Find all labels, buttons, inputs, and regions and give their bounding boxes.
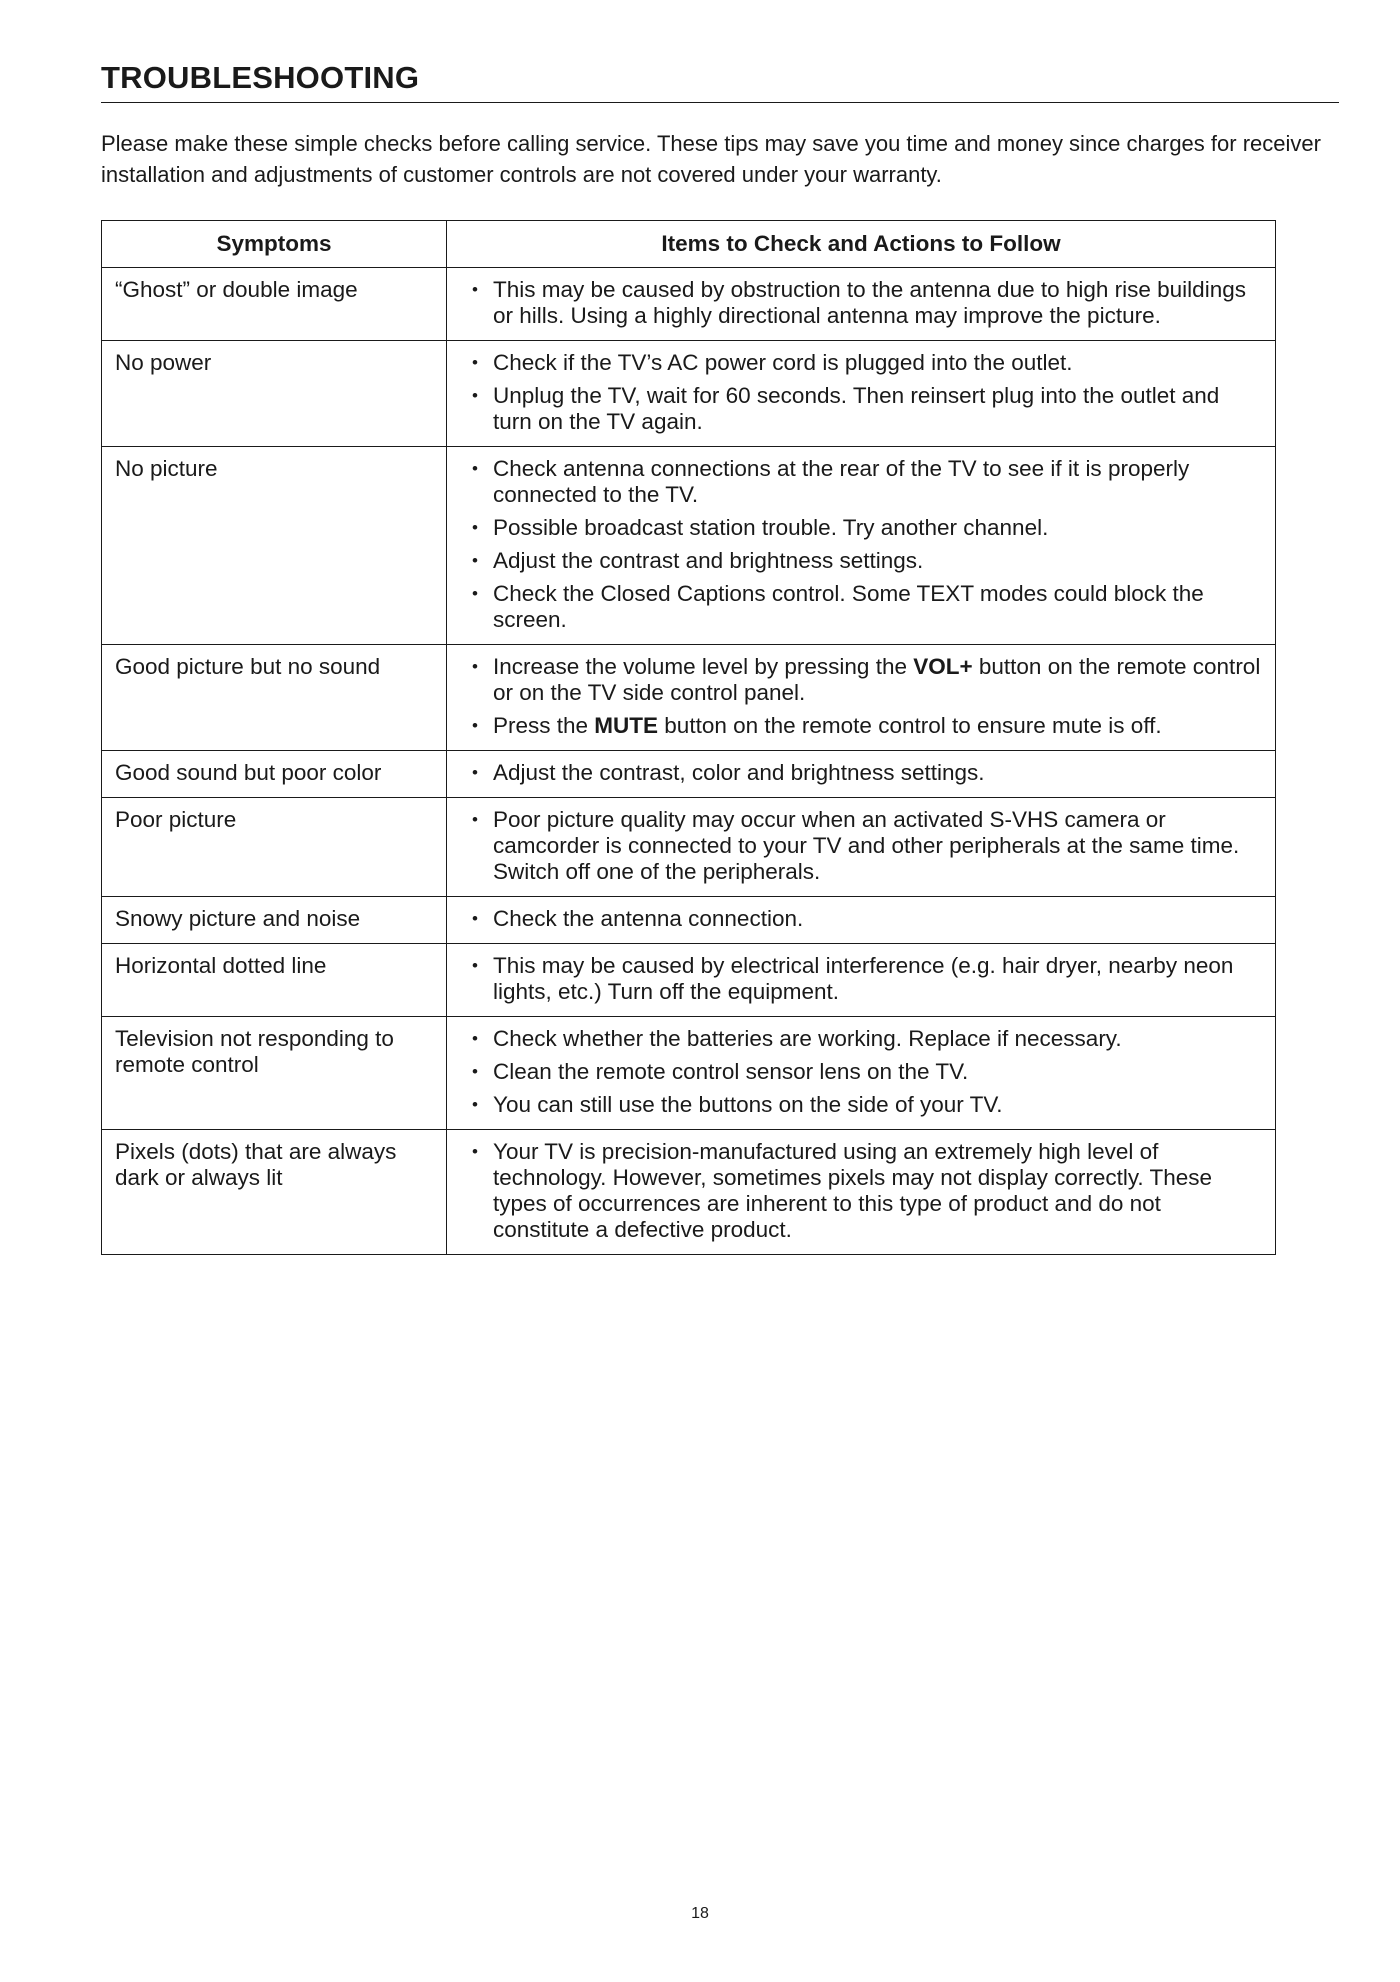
action-item: • You can still use the buttons on the side of your TV. bbox=[460, 1092, 1263, 1118]
vol-plus-keyword: VOL+ bbox=[913, 654, 973, 679]
symptom-cell: Horizontal dotted line bbox=[102, 944, 447, 1017]
page-number: 18 bbox=[691, 1905, 709, 1922]
action-item: • Adjust the contrast and brightness settings. bbox=[460, 548, 1263, 574]
action-item: • Adjust the contrast, color and brightness settings. bbox=[460, 760, 1263, 786]
action-item bbox=[460, 713, 1263, 739]
symptom-cell: Good picture but no sound bbox=[102, 645, 447, 751]
action-item: • Check the Closed Captions control. Some TEXT modes could block the screen. bbox=[460, 581, 1263, 633]
symptom-cell: No picture bbox=[102, 447, 447, 645]
symptom-cell: Pixels (dots) that are always dark or always lit bbox=[102, 1130, 447, 1255]
symptom-cell: “Ghost” or double image bbox=[102, 268, 447, 341]
action-item: • Possible broadcast station trouble. Try another channel. bbox=[460, 515, 1263, 541]
symptom-cell: Good sound but poor color bbox=[102, 751, 447, 798]
header-symptoms: Symptoms bbox=[102, 221, 447, 268]
action-item: • Clean the remote control sensor lens on the TV. bbox=[460, 1059, 1263, 1085]
action-item: • Check if the TV’s AC power cord is plugged into the outlet. bbox=[460, 350, 1263, 376]
action-item: • Your TV is precision-manufactured using an extremely high level of technology. However, sometimes pixels may not display correctly. These types of occurrences are inherent to this type of product and do not constitute a defective product. bbox=[460, 1139, 1263, 1243]
actions-cell bbox=[447, 268, 1276, 341]
actions-cell bbox=[447, 341, 1276, 447]
troubleshooting-table bbox=[101, 220, 1276, 1255]
action-item: • This may be caused by electrical interference (e.g. hair dryer, nearby neon lights, etc.) Turn off the equipment. bbox=[460, 953, 1263, 1005]
action-item bbox=[460, 654, 1263, 706]
action-text: Increase the volume level by pressing the bbox=[493, 654, 914, 679]
action-text: button on the remote control or on the TV side control panel. bbox=[493, 654, 1261, 705]
table-row bbox=[102, 1017, 1276, 1130]
actions-cell bbox=[447, 1130, 1276, 1255]
action-text: Press the bbox=[493, 713, 595, 738]
action-item: • Poor picture quality may occur when an activated S-VHS camera or camcorder is connected to your TV and other peripherals at the same time. Switch off one of the peripherals. bbox=[460, 807, 1263, 885]
page-title: TROUBLESHOOTING bbox=[101, 60, 1339, 103]
table-row bbox=[102, 798, 1276, 897]
action-text: button on the remote control to ensure mute is off. bbox=[658, 713, 1162, 738]
table-row bbox=[102, 897, 1276, 944]
actions-cell bbox=[447, 1017, 1276, 1130]
table-row bbox=[102, 944, 1276, 1017]
symptom-cell: Television not responding to remote control bbox=[102, 1017, 447, 1130]
actions-cell bbox=[447, 751, 1276, 798]
table-row bbox=[102, 645, 1276, 751]
mute-keyword: MUTE bbox=[594, 713, 659, 738]
table-row bbox=[102, 447, 1276, 645]
header-actions: Items to Check and Actions to Follow bbox=[447, 221, 1276, 268]
action-item: • Check antenna connections at the rear of the TV to see if it is properly connected to the TV. bbox=[460, 456, 1263, 508]
actions-cell bbox=[447, 645, 1276, 751]
table-row bbox=[102, 751, 1276, 798]
symptom-cell: No power bbox=[102, 341, 447, 447]
action-item: • Unplug the TV, wait for 60 seconds. Then reinsert plug into the outlet and turn on the TV again. bbox=[460, 383, 1263, 435]
action-item: • Check whether the batteries are working. Replace if necessary. bbox=[460, 1026, 1263, 1052]
actions-cell bbox=[447, 447, 1276, 645]
table-row bbox=[102, 341, 1276, 447]
intro-paragraph: Please make these simple checks before calling service. These tips may save you time and money since charges for receiver installation and adjustments of customer controls are not covered under your warranty. bbox=[101, 131, 1321, 187]
action-item: • This may be caused by obstruction to the antenna due to high rise buildings or hills. Using a highly directional antenna may improve the picture. bbox=[460, 277, 1263, 329]
symptom-cell: Snowy picture and noise bbox=[102, 897, 447, 944]
action-item: • Check the antenna connection. bbox=[460, 906, 1263, 932]
table-row bbox=[102, 1130, 1276, 1255]
actions-cell bbox=[447, 944, 1276, 1017]
table-row bbox=[102, 268, 1276, 341]
table-header-row bbox=[102, 221, 1276, 268]
actions-cell bbox=[447, 897, 1276, 944]
actions-cell bbox=[447, 798, 1276, 897]
symptom-cell: Poor picture bbox=[102, 798, 447, 897]
